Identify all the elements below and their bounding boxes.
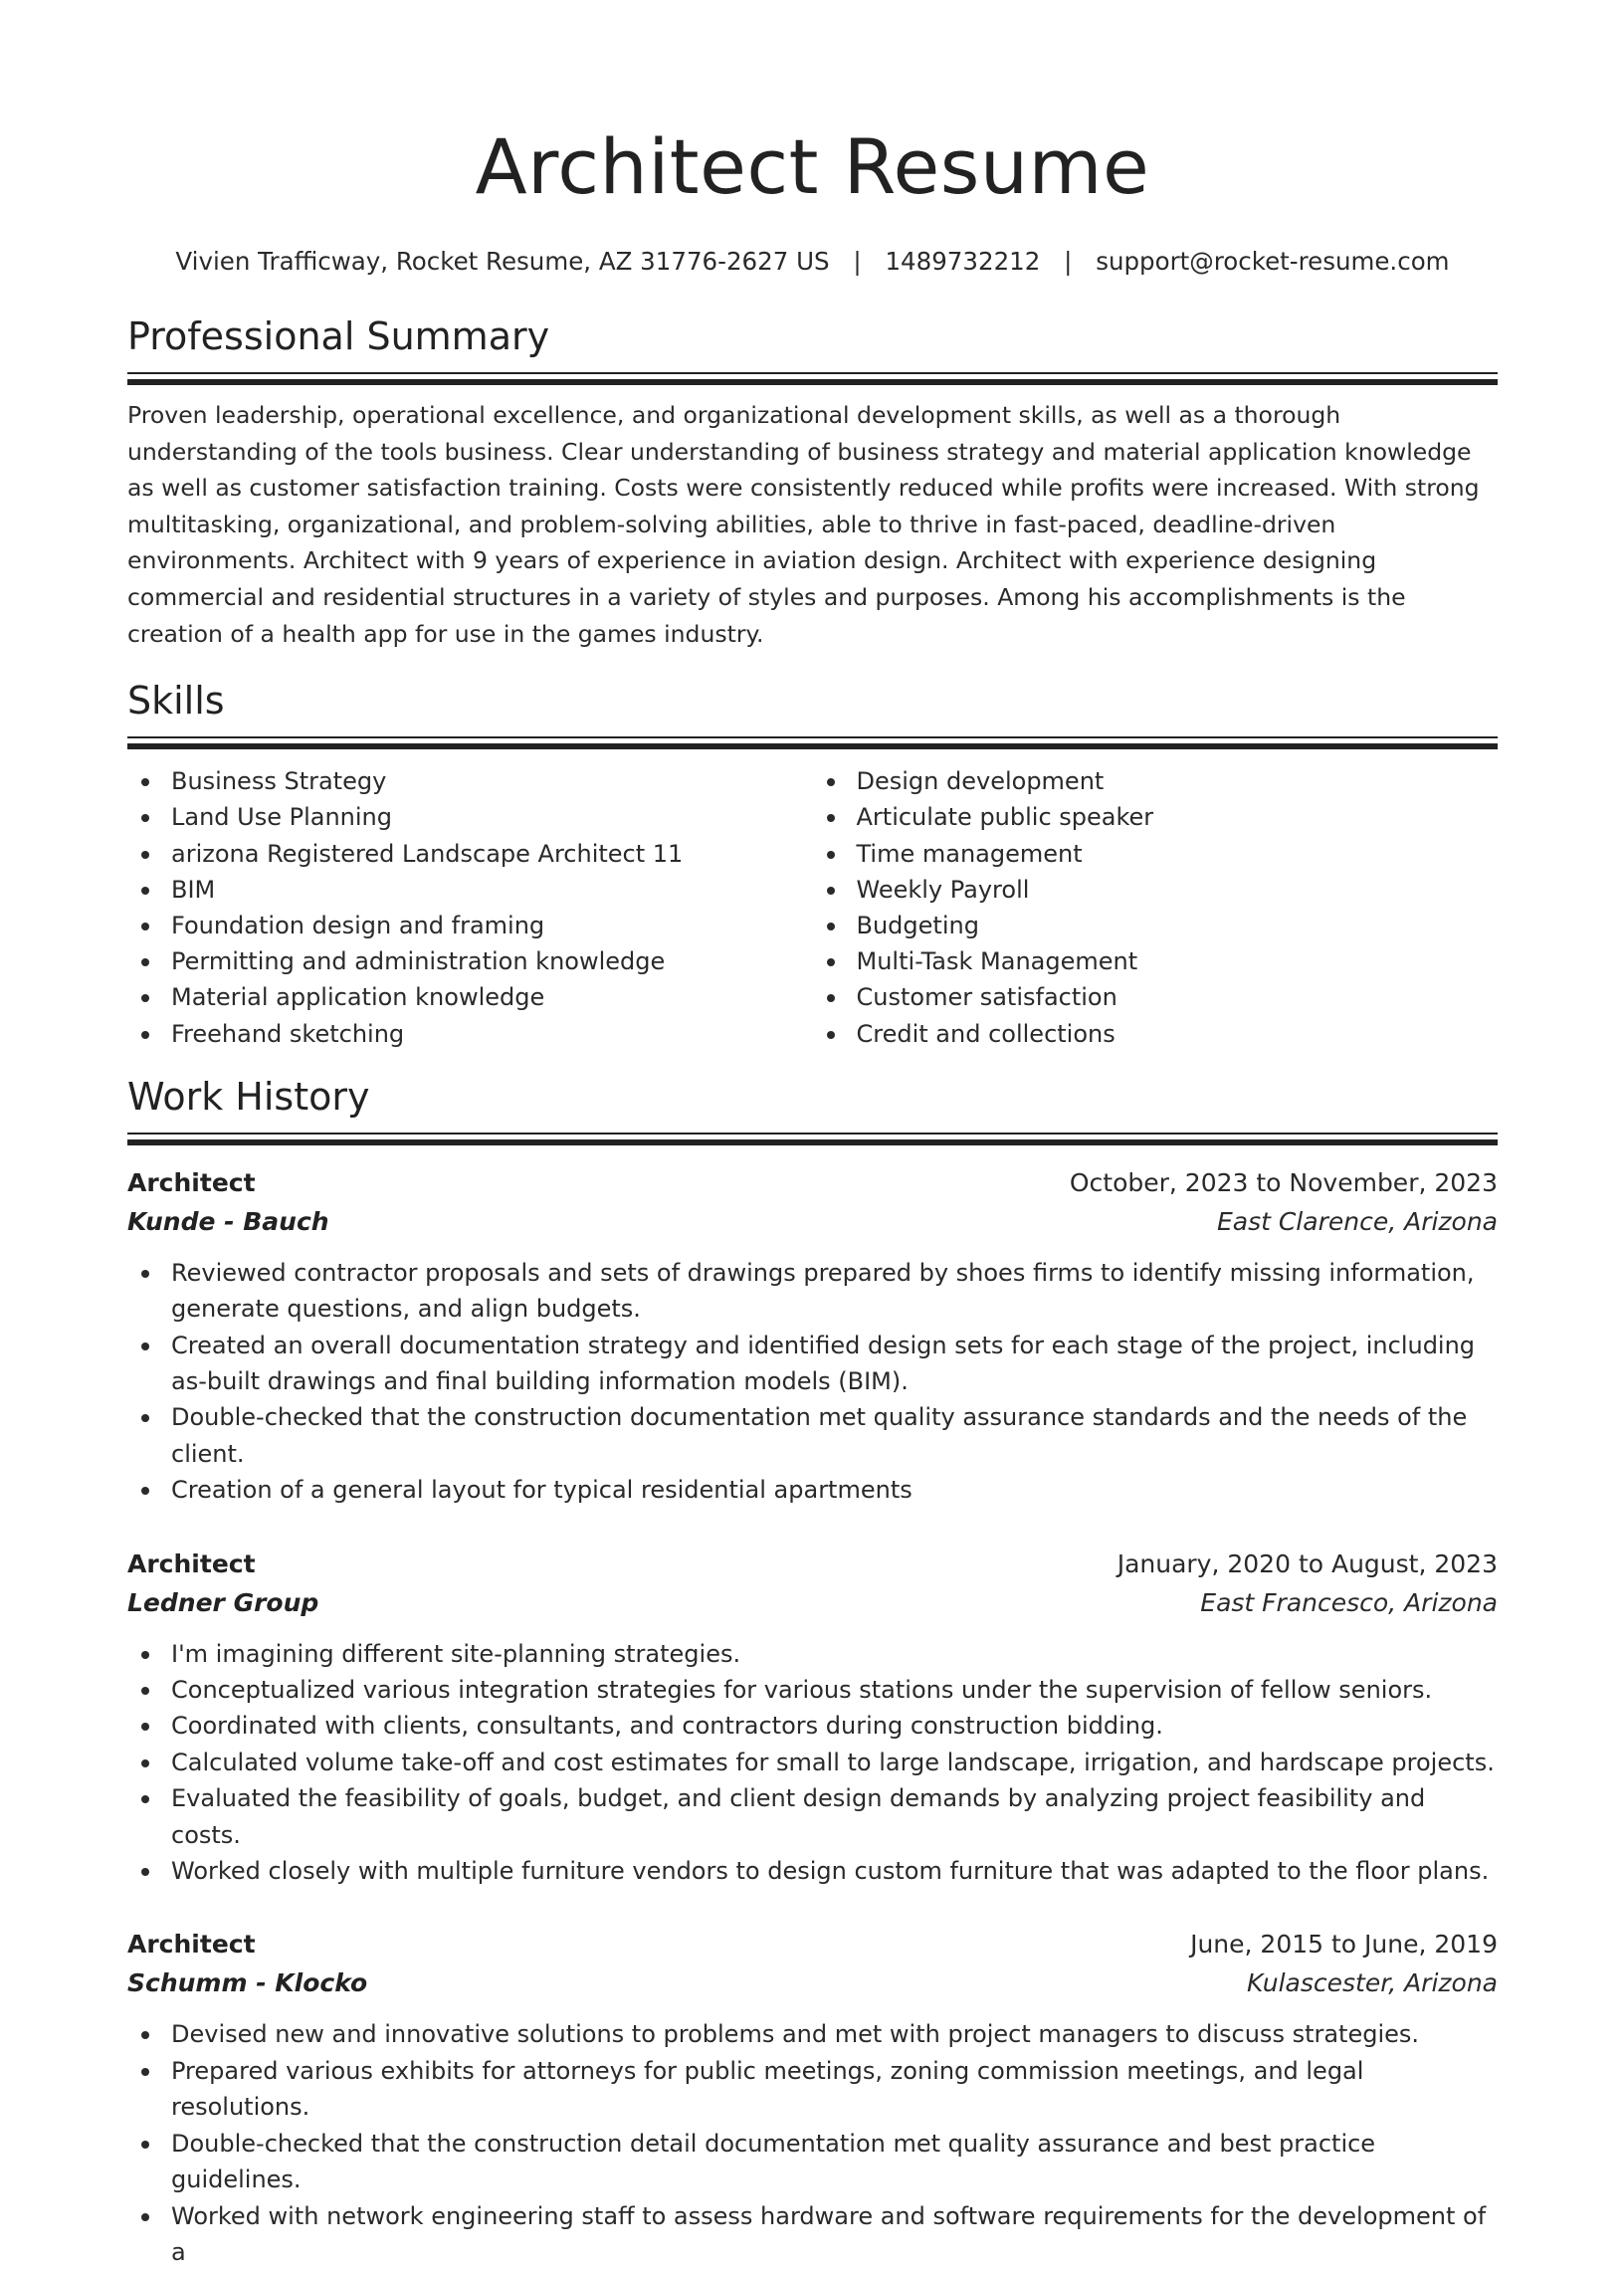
skill-item: Design development [813, 763, 1499, 799]
skill-item: Permitting and administration knowledge [127, 943, 813, 979]
skill-item: Material application knowledge [127, 979, 813, 1015]
job-title: Architect [127, 1545, 256, 1584]
job-bullet: Reviewed contractor proposals and sets of drawings prepared by shoes firms to identify missing information, generate questions, and align budgets. [127, 1255, 1498, 1328]
job-entry [127, 1545, 1498, 1890]
job-bullet: Worked with network engineering staff to assess hardware and software requirements for the development of a [127, 2198, 1498, 2270]
professional-summary-section [127, 312, 1498, 652]
job-company: Ledner Group [127, 1584, 318, 1622]
skills-column-left [127, 763, 813, 1052]
skill-item: Budgeting [813, 908, 1499, 943]
skill-item: Freehand sketching [127, 1016, 813, 1052]
contact-address: Vivien Trafficway, Rocket Resume, AZ 31776-2627 US [175, 247, 829, 276]
job-bullets [127, 1636, 1498, 1890]
job-bullet: Calculated volume take-off and cost estimates for small to large landscape, irrigation, and hardscape projects. [127, 1745, 1498, 1780]
section-heading-work: Work History [127, 1073, 1498, 1121]
job-bullet: Devised new and innovative solutions to problems and met with project managers to discuss strategies. [127, 2016, 1498, 2052]
skill-item: Articulate public speaker [813, 799, 1499, 835]
section-heading-skills: Skills [127, 677, 1498, 724]
skills-columns [127, 763, 1498, 1052]
job-entry [127, 1925, 1498, 2270]
contact-email: support@rocket-resume.com [1096, 247, 1449, 276]
job-entry [127, 1163, 1498, 1509]
job-bullets [127, 2016, 1498, 2270]
contact-separator: | [1048, 245, 1088, 279]
contact-phone: 1489732212 [885, 247, 1040, 276]
job-bullet: Created an overall documentation strategy and identified design sets for each stage of the project, including as-built drawings and final building information models (BIM). [127, 1328, 1498, 1400]
job-location: East Francesco, Arizona [1200, 1584, 1498, 1622]
job-bullet: Creation of a general layout for typical residential apartments [127, 1472, 1498, 1508]
section-heading-summary: Professional Summary [127, 312, 1498, 360]
skill-item: BIM [127, 872, 813, 908]
job-bullet: Evaluated the feasibility of goals, budget, and client design demands by analyzing project feasibility and costs. [127, 1780, 1498, 1853]
job-company: Kunde - Bauch [127, 1203, 329, 1241]
skill-item: Business Strategy [127, 763, 813, 799]
skills-column-right [813, 763, 1499, 1052]
job-location: Kulascester, Arizona [1247, 1964, 1498, 2002]
job-location: East Clarence, Arizona [1217, 1203, 1498, 1241]
section-divider [127, 1133, 1498, 1145]
summary-text: Proven leadership, operational excellence, and organizational development skills, as well as a thorough understanding of the tools business. Clear understanding of business strategy and material application knowledge as well as customer satisfaction training. Costs were consistently reduced while profits were increased. With strong multitasking, organizational, and problem-solving abilities, able to thrive in fast-paced, deadline-driven environments. Architect with 9 years of experience in aviation design. Architect with experience designing commercial and residential structures in a variety of styles and purposes. Among his accomplishments is the creation of a health app for use in the games industry. [127, 397, 1498, 652]
skill-item: Time management [813, 836, 1499, 872]
skill-item: Credit and collections [813, 1016, 1499, 1052]
job-bullet: Double-checked that the construction documentation met quality assurance standards and the needs of the client. [127, 1399, 1498, 1472]
job-bullet: Double-checked that the construction detail documentation met quality assurance and best practice guidelines. [127, 2126, 1498, 2198]
job-title: Architect [127, 1925, 256, 1964]
job-bullet: Worked closely with multiple furniture vendors to design custom furniture that was adapted to the floor plans. [127, 1853, 1498, 1889]
skill-item: Land Use Planning [127, 799, 813, 835]
job-dates: June, 2015 to June, 2019 [1190, 1925, 1498, 1964]
job-title: Architect [127, 1163, 256, 1203]
job-bullet: Conceptualized various integration strategies for various stations under the supervision of fellow seniors. [127, 1672, 1498, 1708]
job-bullet: Coordinated with clients, consultants, and contractors during construction bidding. [127, 1708, 1498, 1744]
job-dates: January, 2020 to August, 2023 [1117, 1545, 1498, 1584]
skills-section [127, 677, 1498, 1052]
skill-item: Weekly Payroll [813, 872, 1499, 908]
skill-item: Multi-Task Management [813, 943, 1499, 979]
work-history-section [127, 1073, 1498, 2270]
job-bullet: Prepared various exhibits for attorneys for public meetings, zoning commission meetings, and legal resolutions. [127, 2053, 1498, 2126]
section-divider [127, 372, 1498, 385]
section-divider [127, 736, 1498, 749]
job-company: Schumm - Klocko [127, 1964, 367, 2002]
job-dates: October, 2023 to November, 2023 [1070, 1163, 1498, 1203]
contact-separator: | [837, 245, 877, 279]
skill-item: Foundation design and framing [127, 908, 813, 943]
job-bullet: I'm imagining different site-planning strategies. [127, 1636, 1498, 1672]
contact-line [127, 245, 1498, 279]
resume-title: Architect Resume [127, 0, 1498, 217]
job-bullets [127, 1255, 1498, 1509]
skill-item: Customer satisfaction [813, 979, 1499, 1015]
skill-item: arizona Registered Landscape Architect 11 [127, 836, 813, 872]
